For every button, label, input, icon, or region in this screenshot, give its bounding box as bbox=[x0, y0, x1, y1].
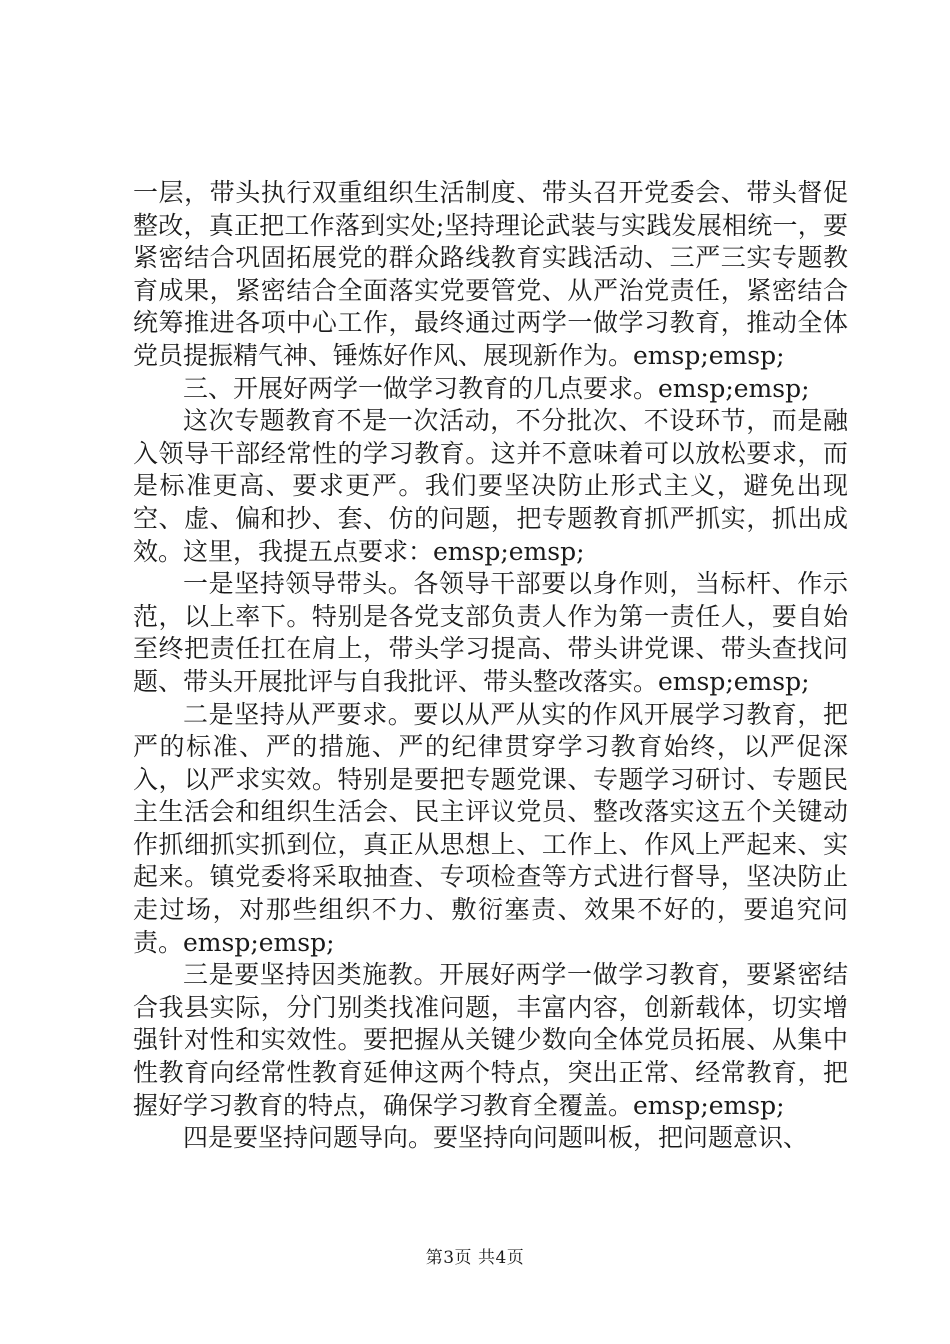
paragraph-requirement-3: 三是要坚持因类施教。开展好两学一做学习教育，要紧密结合我县实际，分门别类找准问题，丰富内容，创新载体，切实增强针对性和实效性。要把握从关键少数向全体党员拓展、从集中性教育向经常性教育延伸这两个特点，突出正常、经常教育，把握好学习教育的特点，确保学习教育全覆盖。emsp;emsp; bbox=[133, 960, 848, 1120]
paragraph-intro-requirements: 这次专题教育不是一次活动，不分批次、不设环节，而是融入领导干部经常性的学习教育。这并不意味着可以放松要求，而是标准更高、要求更严。我们要坚决防止形式主义，避免出现空、虚、偏和抄、套、仿的问题，把专题教育抓严抓实，抓出成效。这里，我提五点要求：emsp;emsp; bbox=[133, 406, 848, 566]
paragraph-requirement-2: 二是坚持从严要求。要以从严从实的作风开展学习教育，把严的标准、严的措施、严的纪律贯穿学习教育始终，以严促深入，以严求实效。特别是要把专题党课、专题学习研讨、专题民主生活会和组织生活会、民主评议党员、整改落实这五个关键动作抓细抓实抓到位，真正从思想上、工作上、作风上严起来、实起来。镇党委将采取抽查、专项检查等方式进行督导，坚决防止走过场，对那些组织不力、敷衍塞责、效果不好的，要追究问责。emsp;emsp; bbox=[133, 699, 848, 957]
paragraph-requirement-4: 四是要坚持问题导向。要坚持向问题叫板，把问题意识、 bbox=[183, 1123, 809, 1153]
section-heading-requirements: 三、开展好两学一做学习教育的几点要求。emsp;emsp; bbox=[183, 373, 810, 403]
page-footer: 第3页 共4页 bbox=[425, 1248, 525, 1268]
paragraph-requirement-1: 一是坚持领导带头。各领导干部要以身作则，当标杆、作示范，以上率下。特别是各党支部负责人作为第一责任人，要自始至终把责任扛在肩上，带头学习提高、带头讲党课、带头查找问题、带头开展批评与自我批评、带头整改落实。emsp;emsp; bbox=[133, 569, 848, 696]
document-body bbox=[133, 177, 848, 1155]
paragraph-continuation: 一层，带头执行双重组织生活制度、带头召开党委会、带头督促整改，真正把工作落到实处;坚持理论武装与实践发展相统一，要紧密结合巩固拓展党的群众路线教育实践活动、三严三实专题教育成果，紧密结合全面落实党要管党、从严治党责任，紧密结合统筹推进各项中心工作，最终通过两学一做学习教育，推动全体党员提振精气神、锤炼好作风、展现新作为。emsp;emsp; bbox=[133, 178, 848, 370]
